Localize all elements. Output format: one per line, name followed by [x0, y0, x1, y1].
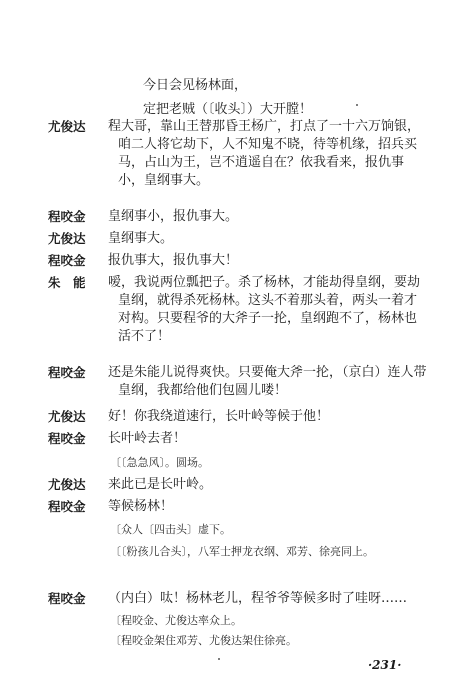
dialogue-entry [48, 498, 428, 516]
speaker-name: 程咬金 [48, 365, 86, 380]
speaker-name: 程咬金 [48, 431, 86, 446]
dialogue-entry [48, 252, 428, 270]
speech-text: （内白）呔！杨林老儿，程爷爷等候多时了哇呀…… [108, 591, 408, 606]
speaker-name: 尤俊达 [48, 119, 86, 134]
dialogue-entry [48, 274, 428, 346]
speaker-name: 朱 能 [48, 275, 86, 290]
speech-text: 皇纲事小，报仇事大。 [108, 209, 239, 224]
speaker-name: 程咬金 [48, 209, 86, 224]
speech-text: 还是朱能儿说得爽快。只要俺大斧一抡，（京白）连人带皇纲，我都给他们包圆儿喽！ [108, 365, 427, 398]
speech-text: 嗳，我说两位瓢把子。杀了杨林，才能劫得皇纲，要劫皇纲，就得杀死杨林。这头不着那头着，两头一着才对构。只要程爷的大斧子一抡，皇纲跑不了，杨林也活不了！ [108, 275, 421, 344]
stage-direction: 〔众人〔四击头〕虚下。 [110, 523, 231, 536]
speech-text: 长叶岭去者！ [108, 431, 187, 446]
print-speck [356, 104, 358, 106]
speech-text: 报仇事大，报仇事大！ [108, 253, 239, 268]
speaker-name: 程咬金 [48, 253, 86, 268]
page-number: ·231· [368, 658, 402, 672]
stage-direction: 〔〔急急风〕。圆场。 [110, 456, 209, 469]
stage-direction: 〔〔粉孩儿合头〕，八军士押龙衣纲、邓芳、徐亮同上。 [110, 545, 374, 558]
speech-text: 来此已是长叶岭。 [108, 477, 213, 492]
speaker-name: 尤俊达 [48, 231, 86, 246]
dialogue-entry [48, 208, 428, 226]
dialogue-entry [48, 476, 428, 494]
speech-text: 等候杨林！ [108, 499, 174, 514]
speaker-name: 程咬金 [48, 591, 86, 606]
dialogue-entry [48, 364, 428, 400]
dialogue-entry [48, 408, 428, 426]
print-speck [218, 658, 220, 660]
dialogue-entry [48, 118, 428, 190]
stage-direction: 〔程咬金架住邓芳、尤俊达架住徐亮。 [110, 634, 297, 647]
speech-text: 皇纲事大。 [108, 231, 174, 246]
verse-line: 今日会见杨林面， [143, 78, 248, 93]
dialogue-entry [48, 430, 428, 448]
speaker-name: 程咬金 [48, 499, 86, 514]
verse-line: 定把老贼（〔收头〕）大开膛！ [143, 102, 313, 117]
dialogue-entry [48, 230, 428, 248]
speaker-name: 尤俊达 [48, 477, 86, 492]
dialogue-entry [48, 590, 428, 608]
speech-text: 好！你我绕道速行，长叶岭等候于他！ [108, 409, 330, 424]
speech-text: 程大哥，靠山王替那昏王杨广，打点了一十六万饷银，咱二人将它劫下，人不知鬼不晓，待等机缘，招兵买马，占山为王，岂不逍遥自在？依我看来，报仇事小，皇纲事大。 [108, 119, 421, 188]
stage-direction: 〔程咬金、尤俊达率众上。 [110, 614, 242, 627]
speaker-name: 尤俊达 [48, 409, 86, 424]
